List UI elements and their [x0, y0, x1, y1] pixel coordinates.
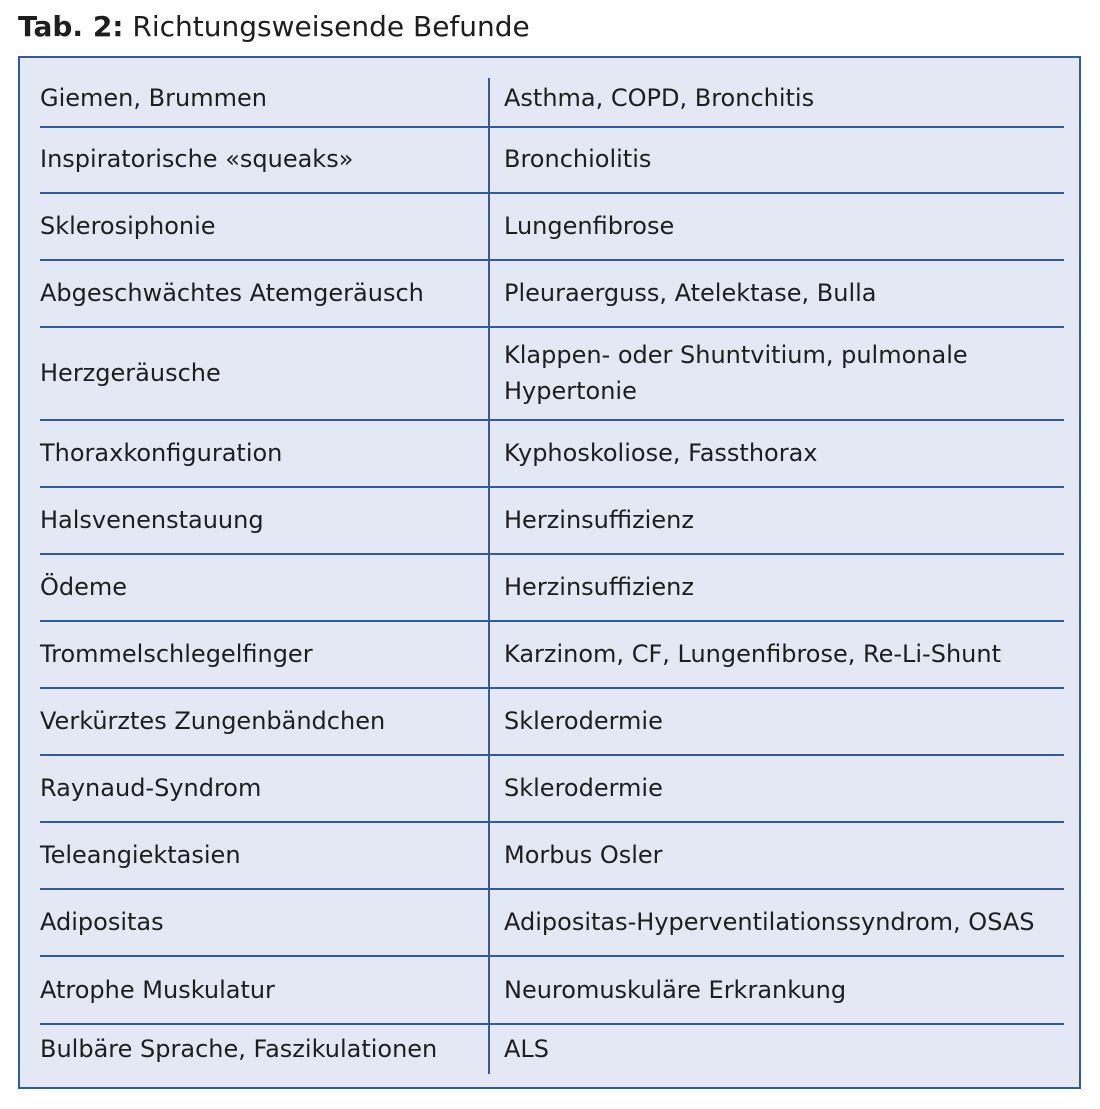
interpretation-cell: Sklerodermie — [504, 774, 663, 802]
table-row — [40, 822, 1064, 890]
finding-cell: Teleangiektasien — [40, 841, 241, 869]
table-caption: Richtungsweisende Befunde — [132, 10, 530, 43]
table-row — [40, 420, 1064, 488]
finding-cell: Sklerosiphonie — [40, 212, 216, 240]
table-row — [40, 956, 1064, 1025]
finding-cell: Trommelschlegelfinger — [40, 640, 313, 668]
table-row — [40, 889, 1064, 957]
table-row — [40, 755, 1064, 823]
table-row — [40, 1024, 1064, 1074]
finding-cell: Bulbäre Sprache, Faszikulationen — [40, 1035, 438, 1063]
interpretation-cell: Lungenfibrose — [504, 212, 675, 240]
finding-cell: Verkürztes Zungenbändchen — [40, 707, 386, 735]
interpretation-cell: Kyphoskoliose, Fassthorax — [504, 439, 818, 467]
interpretation-cell: Neuromuskuläre Erkrankung — [504, 975, 847, 1004]
table-row — [40, 621, 1064, 689]
finding-cell: Giemen, Brummen — [40, 84, 267, 112]
table-row — [40, 260, 1064, 328]
finding-cell: Atrophe Muskulatur — [40, 975, 275, 1004]
table-row — [40, 688, 1064, 756]
finding-cell: Inspiratorische «squeaks» — [40, 145, 354, 173]
table-row — [40, 327, 1064, 421]
finding-cell: Thoraxkonfiguration — [40, 439, 283, 467]
interpretation-cell: Klappen- oder Shuntvitium, pulmonale Hypertonie — [504, 341, 968, 405]
finding-cell: Abgeschwächtes Atemgeräusch — [40, 279, 424, 307]
interpretation-cell: Herzinsuffizienz — [504, 506, 694, 534]
table-row — [40, 193, 1064, 261]
finding-cell: Halsvenenstauung — [40, 506, 264, 534]
interpretation-cell: ALS — [504, 1035, 550, 1063]
table-row — [40, 80, 1064, 128]
table-title — [18, 8, 530, 46]
table-label: Tab. 2: — [18, 10, 124, 43]
interpretation-cell: Adipositas-Hyperventilationssyndrom, OSAS — [504, 908, 1035, 936]
finding-cell: Adipositas — [40, 908, 164, 936]
interpretation-cell: Asthma, COPD, Bronchitis — [504, 84, 815, 112]
table-row — [40, 554, 1064, 622]
table-row — [40, 487, 1064, 555]
finding-cell: Herzgeräusche — [40, 359, 221, 387]
table-row — [40, 126, 1064, 194]
interpretation-cell: Karzinom, CF, Lungenfibrose, Re-Li-Shunt — [504, 640, 1001, 668]
interpretation-cell: Sklerodermie — [504, 707, 663, 735]
interpretation-cell: Morbus Osler — [504, 841, 663, 869]
findings-table — [18, 56, 1081, 1089]
finding-cell: Raynaud-Syndrom — [40, 774, 262, 802]
interpretation-cell: Pleuraerguss, Atelektase, Bulla — [504, 279, 877, 307]
finding-cell: Ödeme — [40, 573, 128, 601]
interpretation-cell: Herzinsuffizienz — [504, 573, 694, 601]
interpretation-cell: Bronchiolitis — [504, 145, 652, 173]
